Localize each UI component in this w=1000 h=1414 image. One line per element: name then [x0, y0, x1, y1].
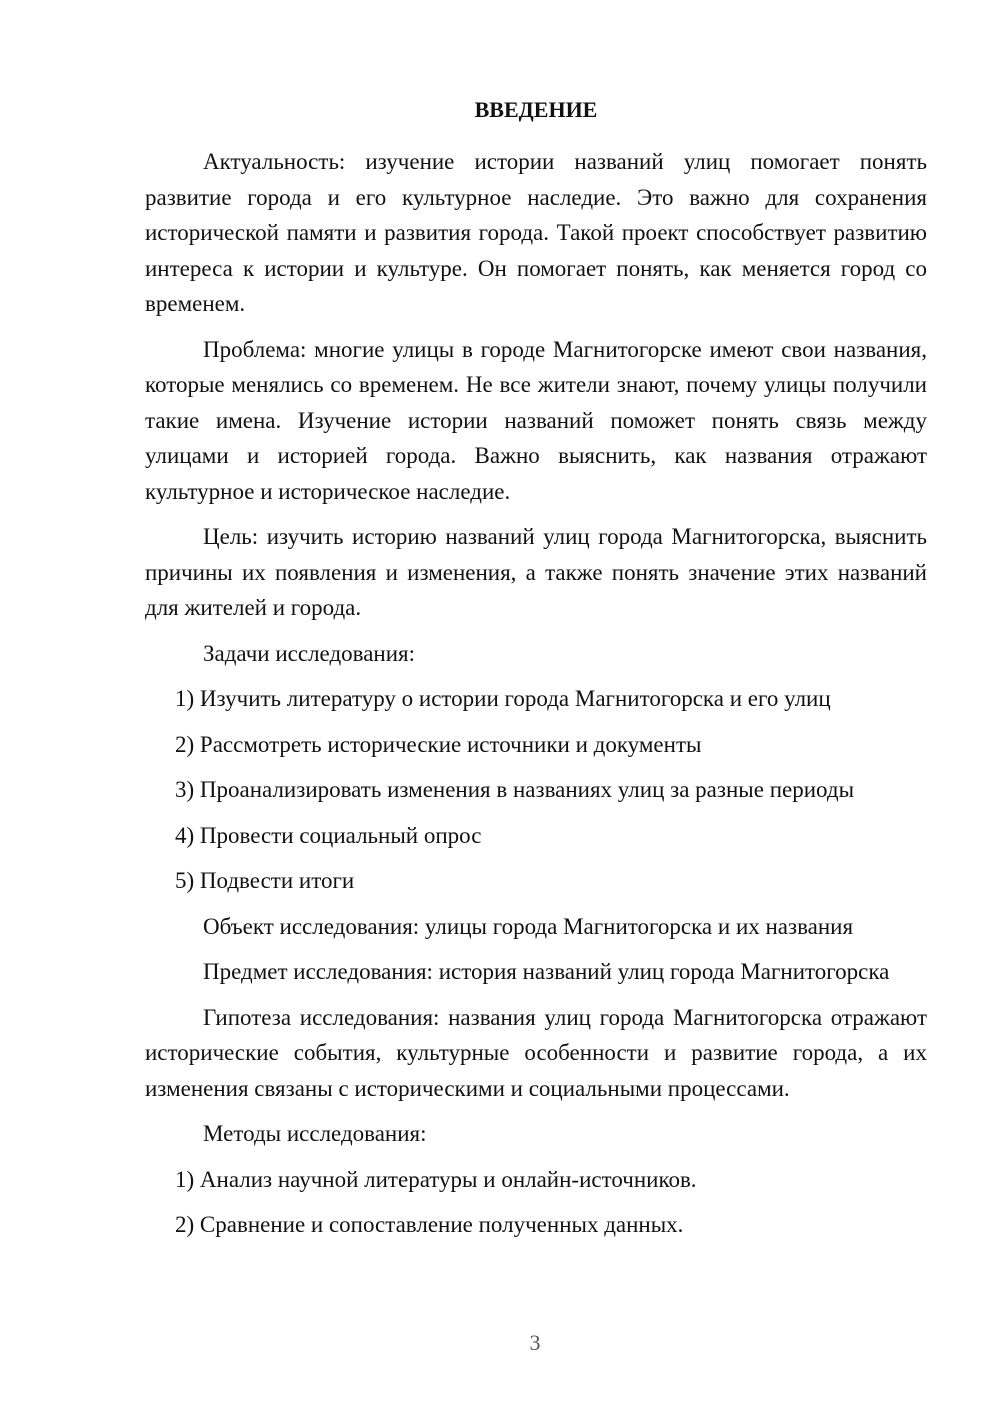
hypothesis-paragraph: Гипотеза исследования: названия улиц города Магнитогорска отражают исторические события, культурные особенности и развитие города, а их изменения связаны с историческими и социальными процессами.	[145, 1004, 927, 1101]
problem-paragraph: Проблема: многие улицы в городе Магнитогорске имеют свои названия, которые менялись со временем. Не все жители знают, почему улицы получили такие имена. Изучение истории названий поможет понять связь между улицами и историей города. Важно выяснить, как названия отражают культурное и историческое наследие.	[145, 336, 927, 504]
page-title: ВВЕДЕНИЕ	[474, 97, 598, 122]
goal-paragraph: Цель: изучить историю названий улиц города Магнитогорска, выяснить причины их появления и изменения, а также понять значение этих названий для жителей и города.	[145, 524, 927, 620]
object-paragraph: Объект исследования: улицы города Магнитогорска и их названия	[203, 913, 854, 939]
methods-heading: Методы исследования:	[203, 1121, 427, 1146]
method-item: 1) Анализ научной литературы и онлайн-источников.	[175, 1166, 697, 1192]
task-item: 2) Рассмотреть исторические источники и документы	[175, 731, 702, 757]
page-number: 3	[529, 1330, 541, 1355]
task-item: 4) Провести социальный опрос	[175, 822, 482, 848]
tasks-heading: Задачи исследования:	[203, 640, 416, 666]
task-item: 1) Изучить литературу о истории города Магнитогорска и его улиц	[175, 686, 831, 711]
relevance-paragraph: Актуальность: изучение истории названий улиц помогает понять развитие города и его культурное наследие. Это важно для сохранения исторической памяти и развития города. Такой проект способствует развитию интереса к истории и культуре. Он помогает понять, как меняется город со временем.	[145, 149, 927, 316]
subject-paragraph: Предмет исследования: история названий улиц города Магнитогорска	[203, 959, 890, 984]
method-item: 2) Сравнение и сопоставление полученных данных.	[175, 1212, 684, 1237]
page-content	[145, 92, 927, 1253]
task-item: 5) Подвести итоги	[175, 868, 355, 893]
task-item: 3) Проанализировать изменения в названиях улиц за разные периоды	[175, 777, 855, 802]
